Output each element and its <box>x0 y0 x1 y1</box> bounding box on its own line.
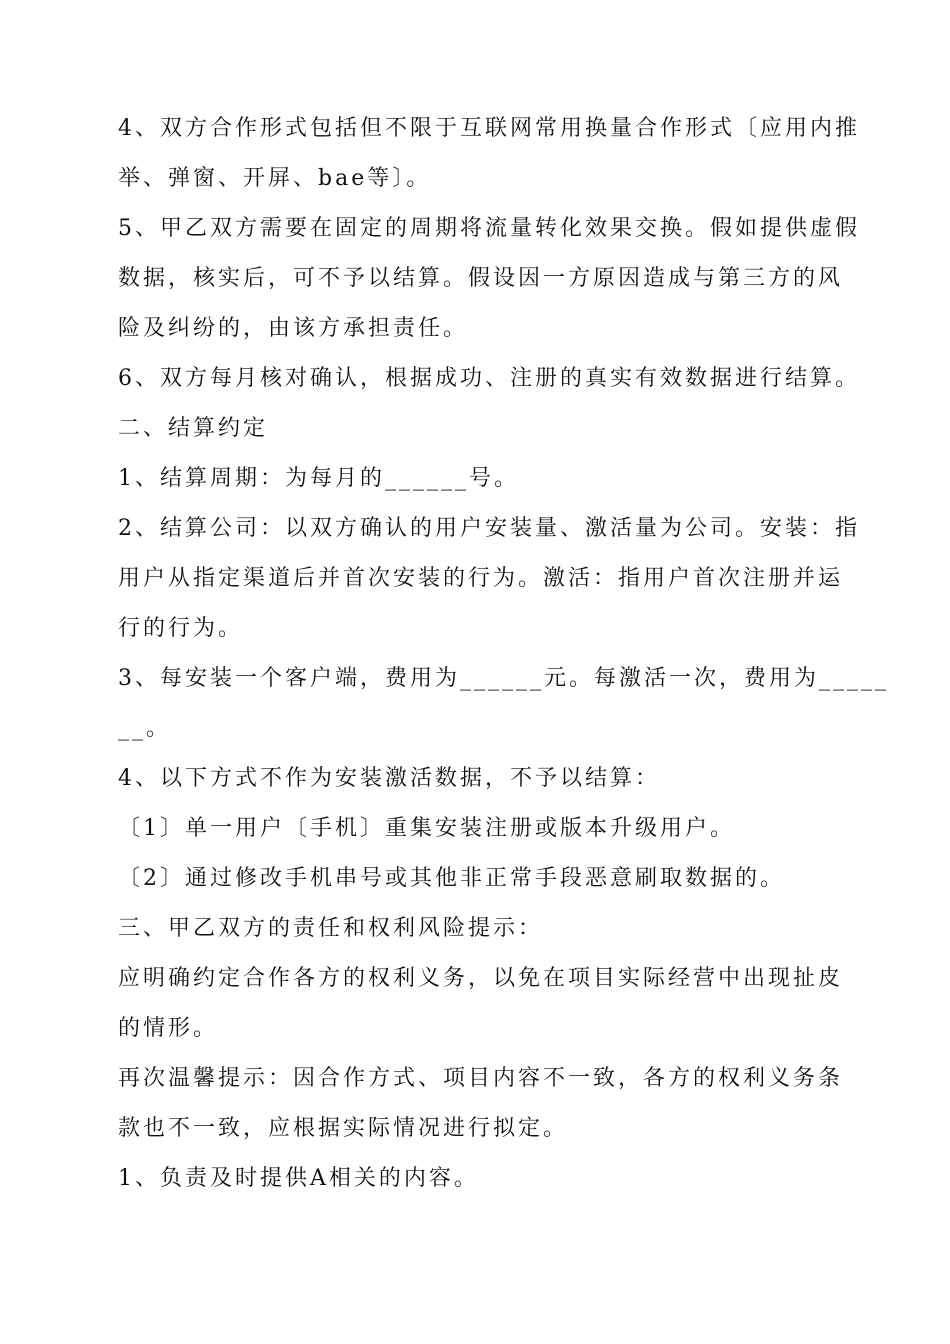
text-line: __。 <box>118 716 172 741</box>
section-heading: 三、甲乙双方的责任和权利风险提示： <box>118 916 544 941</box>
text-line: 的情形。 <box>118 1016 219 1041</box>
document-body <box>118 104 889 1204</box>
text-line: 4、双方合作形式包括但不限于互联网常用换量合作形式〔应用内推 <box>118 116 860 141</box>
text-line: 举、弹窗、开屏、bae等〕。 <box>118 166 432 191</box>
section-heading: 二、结算约定 <box>118 416 269 441</box>
text-line: 1、结算周期：为每月的______号。 <box>118 466 519 491</box>
text-line: 数据，核实后，可不予以结算。假设因一方原因造成与第三方的风 <box>118 266 844 291</box>
text-line: 2、结算公司：以双方确认的用户安装量、激活量为公司。安装：指 <box>118 516 860 541</box>
text-line: 应明确约定合作各方的权利义务，以免在项目实际经营中出现扯皮 <box>118 966 844 991</box>
text-line: 〔1〕单一用户〔手机〕重集安装注册或版本升级用户。 <box>118 816 735 841</box>
text-line: 用户从指定渠道后并首次安装的行为。激活：指用户首次注册并运 <box>118 566 844 591</box>
text-line: 险及纠纷的，由该方承担责任。 <box>118 316 469 341</box>
text-line: 5、甲乙双方需要在固定的周期将流量转化效果交换。假如提供虚假 <box>118 216 860 241</box>
text-line: 款也不一致，应根据实际情况进行拟定。 <box>118 1116 569 1141</box>
text-line: 1、负责及时提供A相关的内容。 <box>118 1166 479 1191</box>
text-line: 〔2〕通过修改手机串号或其他非正常手段恶意刷取数据的。 <box>118 866 785 891</box>
text-line: 行的行为。 <box>118 616 244 641</box>
text-line: 再次温馨提示：因合作方式、项目内容不一致，各方的权利义务条 <box>118 1066 844 1091</box>
text-line: 4、以下方式不作为安装激活数据，不予以结算： <box>118 766 660 791</box>
text-line: 3、每安装一个客户端，费用为______元。每激活一次，费用为_____ <box>118 666 889 691</box>
text-line: 6、双方每月核对确认，根据成功、注册的真实有效数据进行结算。 <box>118 366 860 391</box>
